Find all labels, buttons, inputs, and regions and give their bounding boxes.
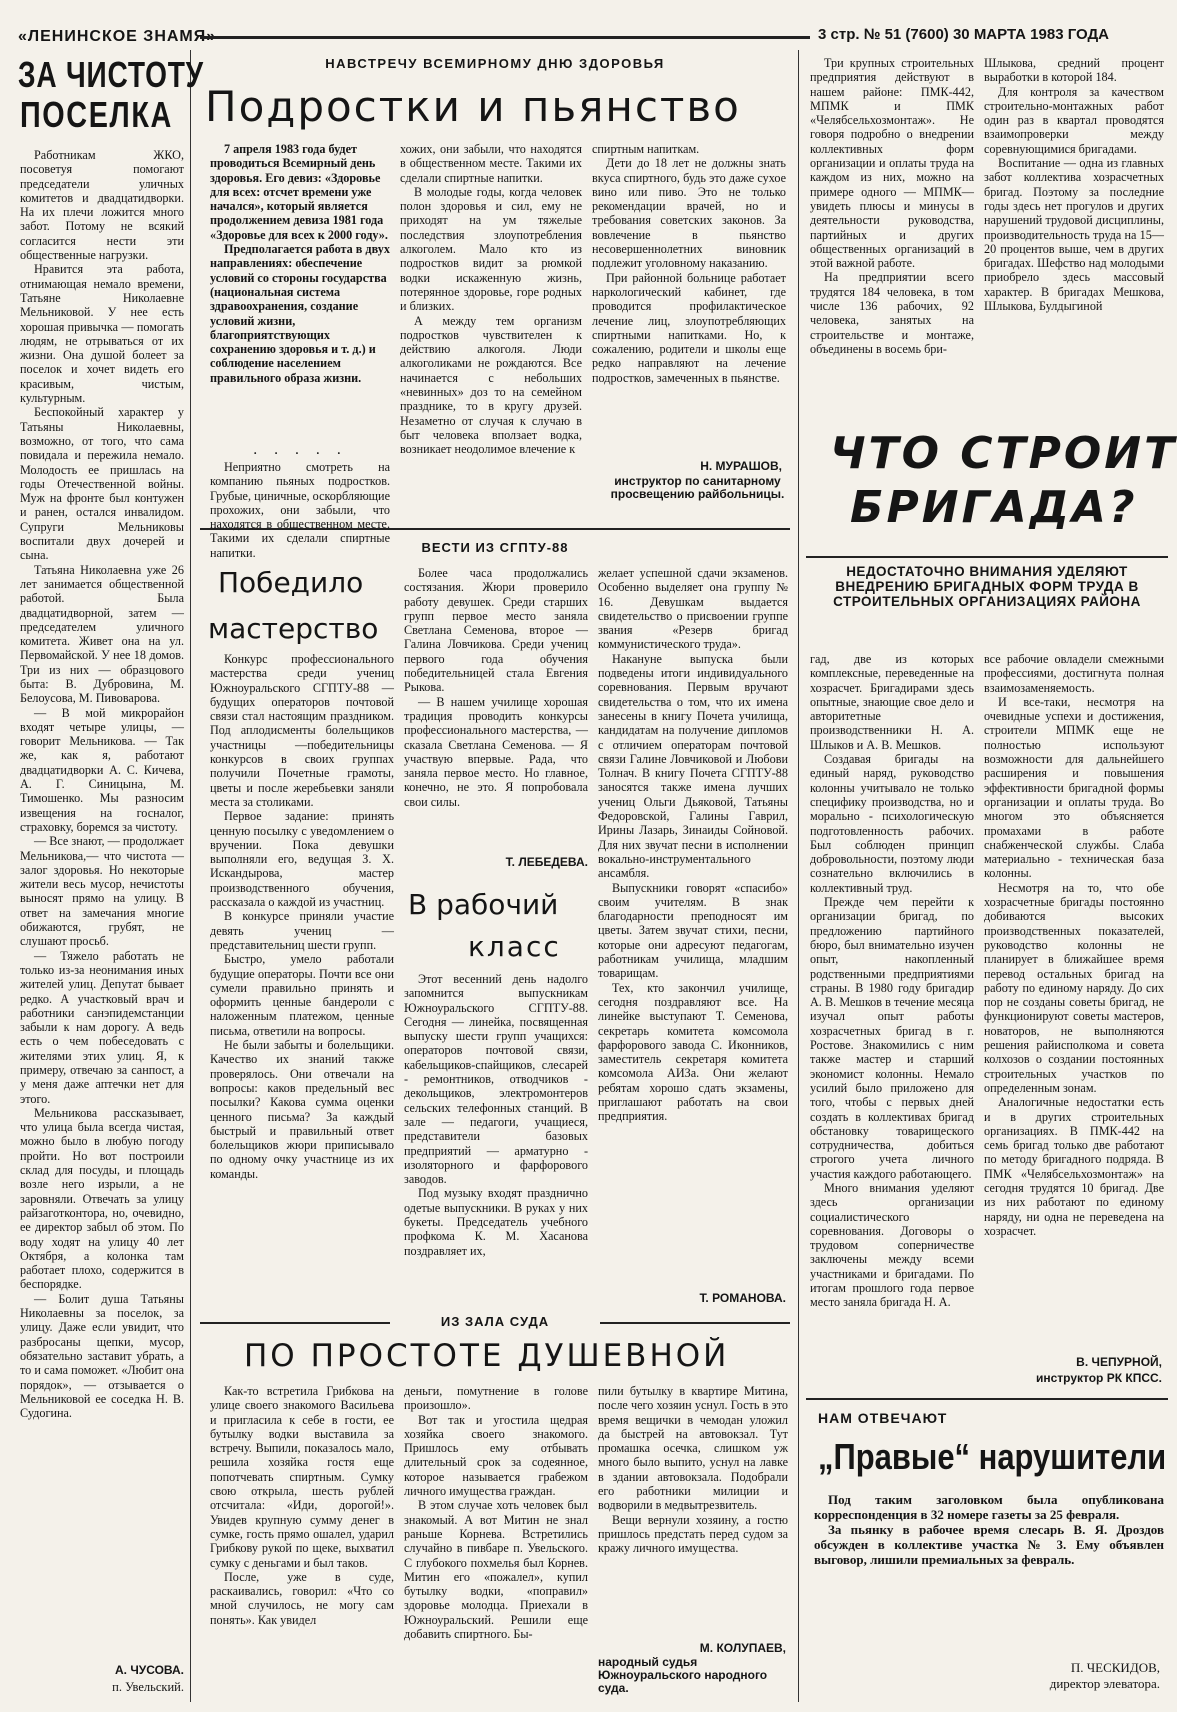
paragraph: В этом случае хоть человек был знакомый. А вот Митин не знал раньше Корнева. Встретились случайно в пивбаре п. Увельского. С глубокого похмелья был Корнев. Митин его «пожалел», купил бутылку водки, «поправил» здоровье молодца. Приехали в Южноуральский. Решили еще добавить спиртного. Бы- <box>404 1498 588 1642</box>
sgptu-signature-2: Т. РОМАНОВА. <box>699 1291 786 1305</box>
paragraph: — Тяжело работать не только из-за неонимания иных жителей улиц. Депутат бывает редко. А участковый врач и работники санэпидемстанции забыли к нам дорогу. А ведь есть о чем побеседовать с жителями этих улиц. Я, к примеру, отвечаю за санпост, а у меня даже аптечки нет для этого. <box>20 948 184 1106</box>
court-signature: М. КОЛУПАЕВ, <box>699 1641 786 1655</box>
paragraph: деньги, помутнение в голове произошло». <box>404 1384 588 1413</box>
paragraph: Прежде чем перейти к организации бригад, по предложению партийного бюро, был внимательно изучен опыт, накопленный родственными предприятиями страны. В 1980 году бригадир А. В. Мешков в течение месяца изучал опыт работы хозрасчетных бригад в г. Ростове. Знакомились с ним также мастер и старший экономист колонны. Немало усилий было приложено для того, чтобы с первых дней создать в коллективах бригад обстановку товарищеского сотрудничества, добиться строгого учета личного участия каждого работающего. <box>810 895 974 1181</box>
paragraph: А между тем организм подростков чувствителен к действию алкоголя. Люди алкоголиками не рождаются. Все начинается с небольших «невинных» доз то на семейном празднике, то в кругу друзей. Незаметно от случая к случаю в быт человека вползает водка, возникает неодолимое влечение к <box>400 313 582 457</box>
right-signature-role: инструктор РК КПСС. <box>1035 1371 1162 1385</box>
court-signature-role: народный судья Южноуральского народного суда. <box>598 1655 768 1695</box>
right-col4 <box>984 652 1164 1346</box>
paragraph: Вот так и угостила щедрая хозяйка своего знакомого. Пришлось ему отбывать длительный срок за содеянное, которое называется грабежом личного имущества граждан. <box>404 1412 588 1499</box>
paragraph: Несмотря на то, что обе хозрасчетные бригады постоянно добиваются высоких производственных показателей, руководство колонны не планирует в ближайшее время перевод остальных бригад на работу по единому наряду. До сих пор не созданы советы бригад, не функционируют советы мастеров, новаторов, не выполняются решения райисполкома и совета колхозов о создании постоянных строительных участков по определенным зонам. <box>984 880 1164 1095</box>
paragraph: И все-таки, несмотря на очевидные успехи и достижения, строители МПМК еще не полностью используют возможности для дальнейшего расширения и повышения эффективности бригадной формы организации и оплаты труда. Во многом это объясняется промахами в работе снабженческой службы. Слаба материально - техническая база колонны. <box>984 694 1164 881</box>
court-kicker: ИЗ ЗАЛА СУДА <box>440 1314 550 1329</box>
paragraph: Шлыкова, средний процент выработки в которой 184. <box>984 56 1164 85</box>
left-article-body <box>20 148 184 1646</box>
paragraph: Работникам ЖКО, посоветуя помогают председатели уличных комитетов и двадцатидворки. На их плечи ложится много забот. Потому не всякий согласится нести эти общественные нагрузки. <box>20 148 184 263</box>
paragraph: Не были забыты и болельщики. Качество их знаний также проверялось. Они отвечали на вопросы: каков предельный вес посылки? Какова сумма оценки ценного письма? За каждый быстрый и правильный ответ болельщиков жюри приписывало по одному очку участнице из их команды. <box>210 1038 394 1181</box>
paragraph: В молодые годы, когда человек полон здоровья и сил, ему не приходят на ум тяжелые последствия злоупотребления алкоголем. Мало кто из подростков видит за рюмкой водки искаженную жизнь, потерянное здоровье, горе родных и близких. <box>400 184 582 314</box>
paragraph: Как-то встретила Грибкова на улице своего знакомого Васильева и пригласила к себе в гости, ее бутылку водки выставила за встречу. Выпили, показалось мало, решила хозяйка гостя еще попотчевать спиртным. Сумку свою открыла, шесть рублей отсчитала: «Иди, дорогой!». Увидев крупную сумму денег в сумке, гость прямо ошалел, ударил Грибкову рукой по щеке, выхватил сумку с деньгами и был таков. <box>210 1384 394 1570</box>
sgptu-title1-b: мастерство <box>208 612 379 645</box>
right-signature: В. ЧЕПУРНОЙ, <box>1076 1355 1162 1369</box>
right-title-1: ЧТО СТРОИТ <box>830 428 1177 479</box>
answer-top-rule <box>806 1398 1168 1400</box>
health-signature: Н. МУРАШОВ, <box>700 459 782 473</box>
paragraph: Конкурс профессионального мастерства среди учениц Южноуральского СГПТУ-88 — будущих операторов почтовой связи стал настоящим праздником. Под аплодисменты болельщиков участницы —победительницы конкурсов в своих группах получили Почетные грамоты, цветы и после жеребьевки заняли места за столиками. <box>210 652 394 809</box>
left-title-1: ЗА ЧИСТОТУ <box>18 54 204 95</box>
masthead-issue: 3 стр. № 51 (7600) 30 МАРТА 1983 ГОДА <box>818 26 1109 43</box>
health-col3 <box>592 142 786 460</box>
paragraph: Первое задание: принять ценную посылку с уведомлением о вручении. Пока девушки выполняли его, ведущая З. Х. Искандырова, мастер производственного обучения, рассказала о каждой из участниц. <box>210 809 394 910</box>
paragraph: — Болит душа Татьяны Николаевны за поселок, за улицу. Даже если увидит, что разбросаны щепки, мусор, обязательно заставит убрать, а то и сама поможет. «Любит она порядок», — отзывается о Мельниковой ее соседка Н. В. Судогина. <box>20 1291 184 1421</box>
sgptu-title2-b: класс <box>468 930 561 963</box>
paragraph: Мельникова рассказывает, что улица была всегда чистая, можно было в любую погоду пройти. Но вот построили склад для посуды, и площадь возле него изрыли, а не заровняли. Отвечать за улицу райзаготконтора, но, очевидно, ее директор забыл об этом. По воду ходят на улицу 40 лет Октября, а колонка там работает плохо, содержится в беспорядке. <box>20 1105 184 1292</box>
sgptu-title2-a: В рабочий <box>408 888 559 921</box>
paragraph: все рабочие овладели смежными профессиями, достигнута полная взаимозаменяемость. <box>984 652 1164 695</box>
paragraph: Тех, кто закончил училище, сегодня поздравляют все. На линейке выступают Т. Семенова, секретарь комитета комсомола фарфорового завода С. Иконников, заместитель секретаря комитета комсомола АИЗа. Они желают ребятам хорошо сдать экзамены, приглашают работать на свои предприятия. <box>598 980 788 1124</box>
paragraph: Татьяна Николаевна уже 26 лет занимается общественной работой. Была двадцатидворной, затем — председателем уличного комитета. Живет она на ул. Первомайской. У нее 18 домов. Три из них — образцового быта: В. Дубровина, М. Белоусова, М. Пивоварова. <box>20 562 184 706</box>
paragraph: Беспокойный характер у Татьяны Николаевны, возможно, от того, что сама повидала и пережила немало. Молодость ее пришлась на годы Отечественной войны. Муж на фронте был контужен и ранен, остался инвалидом. Супруги Мельниковы воспитали двух дочерей и сына. <box>20 405 184 563</box>
paragraph: За пьянку в рабочее время слесарь В. Я. Дроздов обсужден в коллективе участка № 3. Ему объявлен выговор, лишили премиальных за февраль. <box>814 1522 1164 1567</box>
sgptu-col3 <box>598 566 788 1288</box>
paragraph: Более часа продолжались состязания. Жюри проверило работу девушек. Среди старших групп первое место заняла Светлана Семенова, второе — Галина Ловчикова. Среди учениц первого года обучения победительницей стала Евгения Рыкова. <box>404 566 588 695</box>
health-lead-2: Предполагается работа в двух направлениях: обеспечение условий со стороны государства (национальная система здравоохранения, создание условий жизни, благоприятствующих сохранению здоровья и т. д.) и соблюдение населением правильного образа жизни. <box>210 242 390 385</box>
sgptu-kicker: ВЕСТИ ИЗ СГПТУ-88 <box>421 540 569 555</box>
separator-right <box>798 50 799 1702</box>
paragraph: — В нашем училище хорошая традиция проводить конкурсы профессионального мастерства, — сказала Светлана Семенова. — Я участвую впервые. Рада, что заняла первое место. Но главное, конечно, не это. Я попробовала свои силы. <box>404 694 588 809</box>
answer-kicker: НАМ ОТВЕЧАЮТ <box>818 1410 948 1426</box>
paragraph: спиртным напиткам. <box>592 142 700 156</box>
right-title-2: БРИГАДА? <box>850 482 1138 533</box>
health-ornament: · · · · · <box>252 446 348 462</box>
paragraph: Вещи вернули хозяину, а гостю пришлось предстать перед судом за кражу личного имущества. <box>598 1512 788 1556</box>
paragraph: Три крупных строительных предприятия действуют в нашем районе: ПМК-442, МПМК и ПМК «Челябсельхозмонтаж». Не говоря подробно о внедрении коллективных форм организации и оплаты труда на каждом из них, можно на примере одного — МПМК— увидеть плюсы и минусы в деятельности руководства, партийных и других общественных организаций в этой важной работе. <box>810 56 974 271</box>
answer-signature-role: директор элеватора. <box>1049 1676 1160 1691</box>
paragraph: Много внимания уделяют здесь организации социалистического соревнования. Договоры о трудовом соперничестве заключены между всеми участниками и бригадами. По итогам прошлого года первое место заняла бригада Н. А. <box>810 1180 974 1310</box>
paragraph: Создавая бригады на единый наряд, руководство колонны учитывало не только специфику производства, но и морально - психологическую подготовленность рабочих. Был соблюден принцип добровольности, поэтому люди сознательно включились в коллективный труд. <box>810 752 974 895</box>
health-lead-1: 7 апреля 1983 года будет проводиться Всемирный день здоровья. Его девиз: «Здоровье для всех: отсчет времени уже начался», который является продолжением девиза 1981 года «Здоровье для всех к 2000 году». <box>210 142 388 242</box>
answer-title: „Правые“ нарушители <box>818 1436 1167 1477</box>
health-kicker: НАВСТРЕЧУ ВСЕМИРНОМУ ДНЮ ЗДОРОВЬЯ <box>325 56 665 71</box>
court-title: ПО ПРОСТОТЕ ДУШЕВНОЙ <box>244 1338 730 1374</box>
health-lead <box>210 142 390 442</box>
right-kicker: НЕДОСТАТОЧНО ВНИМАНИЯ УДЕЛЯЮТ ВНЕДРЕНИЮ БРИГАДНЫХ ФОРМ ТРУДА В СТРОИТЕЛЬНЫХ ОРГАНИЗАЦИЯХ РАЙОНА <box>833 564 1141 609</box>
health-signature-role: инструктор по санитарному просвещению райбольницы. <box>610 474 785 501</box>
left-title-2: ПОСЕЛКА <box>20 94 173 135</box>
court-top-rule-right <box>600 1322 790 1324</box>
paragraph: Воспитание — одна из главных забот коллектива хозрасчетных бригад. Поэтому за последние годы здесь нет прогулов и других нарушений трудовой дисциплины, производительность труда на 15—20 процентов выше, чем в других бригадах. Шефство над молодыми приобрело здесь массовый характер. В бригадах Мешкова, Шлыкова, Булдыгиной <box>984 156 1164 314</box>
paragraph: Быстро, умело работали будущие операторы. Почти все они сумели правильно принять и оформить ценные бандероли с наложенным платежом, ценные письма, ответили на вопросы. <box>210 952 394 1038</box>
court-top-rule-left <box>200 1322 390 1324</box>
court-col1 <box>210 1384 394 1704</box>
sgptu-title1-a: Победило <box>218 566 364 599</box>
masthead-rule <box>200 36 810 39</box>
paragraph: В конкурсе приняли участие девять учениц — представительниц шести групп. <box>210 909 394 952</box>
answer-body <box>814 1492 1164 1642</box>
paragraph: После, уже в суде, раскаивались, говорил: «Что со мной случилось, не могу сам понять». Как увидел <box>210 1569 394 1627</box>
paragraph: Дети до 18 лет не должны знать вкуса спиртного, будь это даже сухое вино или пиво. Это не только рекомендации врачей, но и требования советских законов. За вовлечение в пьянство несовершеннолетних виновник подлежит уголовному наказанию. <box>592 156 786 271</box>
sgptu-signature-1: Т. ЛЕБЕДЕВА. <box>505 855 588 869</box>
right-kicker-rule <box>806 556 1168 558</box>
paragraph: Выпускники говорят «спасибо» своим учителям. В знак благодарности преподносят им цветы. Затем звучат стихи, песни, которые они адресуют педагогам, работникам училища, младшим товарищам. <box>598 880 788 981</box>
paragraph: Нравится эта работа, отнимающая немало времени, Татьяне Николаевне Мельниковой. У нее есть хорошая привычка — помогать людям, не отрываться от их жизни. Она душой болеет за поселок и хочет видеть его красивым, чистым, культурным. <box>20 262 184 406</box>
paragraph: На предприятии всего трудятся 184 человека, в том числе 136 рабочих, 92 человека, занятых на строительстве и монтаже, объединены в восемь бри- <box>810 270 974 356</box>
sgptu-col2 <box>404 566 588 852</box>
left-signature: А. ЧУСОВА. <box>115 1663 184 1677</box>
paragraph: гад, две из которых комплексные, переведенные на хозрасчет. Бригадирами здесь опытные, знающие свое дело и авторитетные производственники Н. А. Шлыков и А. В. Мешков. <box>810 652 974 752</box>
separator-left <box>190 50 191 1702</box>
health-bottom-rule <box>200 528 790 530</box>
masthead-name: «ЛЕНИНСКОЕ ЗНАМЯ» <box>18 28 217 45</box>
paragraph: Неприятно смотреть на компанию пьяных подростков. Грубые, циничные, оскорбляющие прохожих, они забыли, что находятся в общественном месте. Такими их сделали спиртные напитки. <box>210 460 390 560</box>
left-signature-place: п. Увельский. <box>112 1680 184 1694</box>
paragraph: Под музыку входят празднично одетые выпускники. В руках у них букеты. Председатель учебного профкома К. М. Хасанова поздравляет их, <box>404 1186 588 1258</box>
paragraph: — Все знают, — продолжает Мельникова,— что чистота —залог здоровья. Но некоторые жители весь мусор, нечистоты выносят прямо на улицу. В ответ на замечания многие обижаются, грубят, не слушают просьб. <box>20 834 184 949</box>
paragraph: желает успешной сдачи экзаменов. Особенно выделяет она группу № 16. Девушкам выдается свидетельство о присвоении группе звания «Резерв бригад коммунистического труда». <box>598 566 788 652</box>
paragraph: Аналогичные недостатки есть и в других строительных организациях. В ПМК-442 на семь бригад только две работают по методу бригадного подряда. В ПМК «Челябсельхозмонтаж» на сегодня трудятся 10 бригад. Две из них работают по единому наряду, ни одна не переведена на хозрасчет. <box>984 1095 1164 1238</box>
right-col1 <box>810 56 974 416</box>
paragraph: Накануне выпуска были подведены итоги индивидуального соревнования. Первым вручают свидетельства о том, что их имена занесены в книгу Почета училища, кандидатам на получение дипломов с отличием операторам почтовой связи Галине Ловчиковой и Любови Толнач. В книгу Почета СГПТУ-88 заносятся также имена лучших учениц Ольги Дьяковой, Татьяны Федоровской, Галины Гаврил, Ирины Лазарь, Зинаиды Сойновой. Для них звучат песни в исполнении вокально-инструментального ансамбля. <box>598 651 788 881</box>
paragraph: пили бутылку в квартире Митина, после чего хозяин уснул. Гость в это время вещички в чемодан уложил да быстрей на автовокзал. Тут промашка осечка, слишком уж много было выпито, уснул на лавке в здании автовокзала. Подобрали его работники милиции и водворили в медвытрезвитель. <box>598 1384 788 1513</box>
health-col2 <box>400 142 582 520</box>
paragraph: хожих, они забыли, что находятся в общественном месте. Такими их сделали спиртные напитки. <box>400 142 582 185</box>
health-title: Подростки и пьянство <box>205 82 741 131</box>
health-col1-tail <box>210 460 390 560</box>
paragraph: Этот весенний день надолго запомнится выпускникам Южноуральского СГПТУ-88. Сегодня — линейка, посвященная выпуску шести групп учащихся: операторов почтовой связи, кабельщиков-спайщиков, слесарей - ремонтников, отводчиков - декольщиков, электромонтеров сельских телефонных станций. В зале — педагоги, учащиеся, представители базовых предприятий — арматурно - изоляторного и фарфорового заводов. <box>404 972 588 1187</box>
answer-signature: П. ЧЕСКИДОВ, <box>1070 1660 1160 1675</box>
paragraph: При районной больнице работает наркологический кабинет, где проводится профилактическое лечение лиц, злоупотребляющих спиртными напитками. Но, к сожалению, родители и школы еще редко направляют на лечение подростков, замеченных в пьянстве. <box>592 270 786 385</box>
paragraph: — В мой микрорайон входят четыре улицы, — говорит Мельникова. — Так же, как я, работают двадцатидворки А. С. Кичева, А. Г. Синицына, М. Тимошенко. Мы разносим извещения на госналог, страховку, боремся за чистоту. <box>20 705 184 834</box>
paragraph: Под таким заголовком была опубликована корреспонденция в 32 номере газеты за 25 февраля. <box>814 1492 1164 1522</box>
paragraph: Для контроля за качеством строительно-монтажных работ один раз в квартал проводятся взаимопроверки между соревнующимися бригадами. <box>984 84 1164 156</box>
court-col2 <box>404 1384 588 1704</box>
sgptu-col2b <box>404 972 588 1286</box>
right-col3 <box>810 652 974 1372</box>
right-col2 <box>984 56 1164 416</box>
court-col3 <box>598 1384 788 1636</box>
